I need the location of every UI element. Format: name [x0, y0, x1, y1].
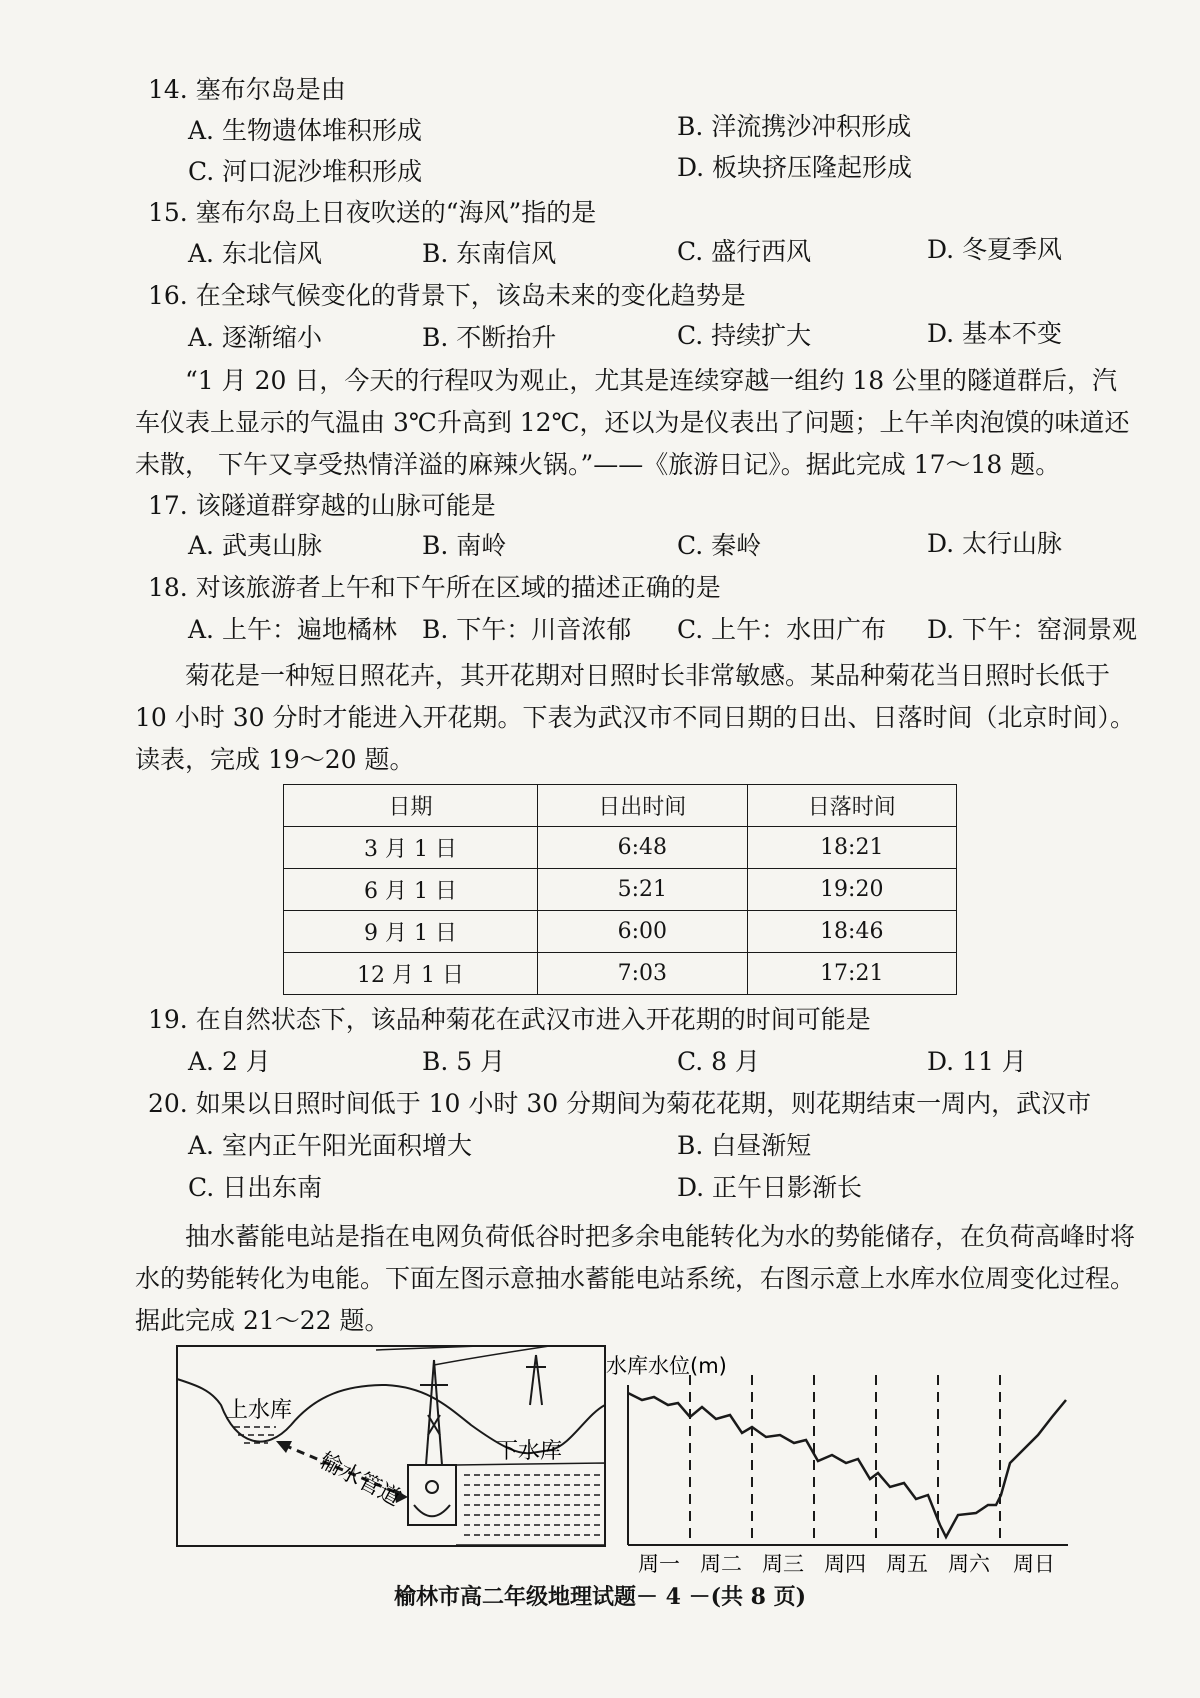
table-header-date: 日期	[284, 785, 538, 827]
lower-reservoir-label: 下水库	[496, 1439, 563, 1464]
table-cell-date: 9 月 1 日	[284, 911, 538, 953]
day-dividers	[690, 1375, 1000, 1545]
q16-option-c: C. 持续扩大	[677, 321, 812, 350]
q14-option-a: A. 生物遗体堆积形成	[188, 116, 422, 145]
table-cell-sunrise: 6:48	[538, 827, 747, 869]
q18-option-a: A. 上午：遍地橘林	[188, 615, 397, 644]
q20-option-c: C. 日出东南	[188, 1173, 323, 1202]
question-20-stem: 20. 如果以日照时间低于 10 小时 30 分期间为菊花花期，则花期结束一周内，武汉市	[148, 1089, 1092, 1118]
q16-option-b: B. 不断抬升	[422, 323, 557, 352]
sunrise-sunset-table	[283, 784, 957, 995]
q20-option-b: B. 白昼渐短	[677, 1131, 812, 1160]
q19-option-b: B. 5 月	[422, 1047, 506, 1076]
table-header-sunset: 日落时间	[747, 785, 956, 827]
passage-travel-diary: “1 月 20 日，今天的行程叹为观止，尤其是连续穿越一组约 18 公里的隧道群后，汽车仪表上显示的气温由 3℃升高到 12℃，还以为是仪表出了问题；上午羊肉泡馍的味道还未散， 下午又享受热情洋溢的麻辣火锅。”——《旅游日记》。据此完成 17～18 题。	[135, 366, 1130, 479]
q15-option-c: C. 盛行西风	[677, 237, 812, 266]
q17-option-a: A. 武夷山脉	[188, 531, 322, 560]
q18-option-d: D. 下午：窑洞景观	[927, 615, 1138, 644]
question-19-stem: 19. 在自然状态下，该品种菊花在武汉市进入开花期的时间可能是	[148, 1005, 871, 1034]
right-tower-icon	[526, 1355, 546, 1405]
question-15-stem: 15. 塞布尔岛上日夜吹送的“海风”指的是	[148, 198, 597, 227]
q16-option-a: A. 逐渐缩小	[188, 323, 322, 352]
table-cell-sunset: 17:21	[747, 953, 956, 995]
q15-option-a: A. 东北信风	[188, 239, 322, 268]
day-label: 周日	[1013, 1552, 1055, 1575]
q16-option-d: D. 基本不变	[927, 319, 1063, 348]
q19-option-d: D. 11 月	[927, 1047, 1027, 1076]
chart-ylabel: 水库水位(m)	[606, 1354, 727, 1378]
q14-option-d: D. 板块挤压隆起形成	[677, 153, 913, 182]
q14-option-c: C. 河口泥沙堆积形成	[188, 157, 423, 186]
table-cell-sunrise: 7:03	[538, 953, 747, 995]
q19-option-a: A. 2 月	[188, 1047, 271, 1076]
upper-reservoir-label: 上水库	[226, 1398, 293, 1423]
day-label: 周四	[824, 1552, 866, 1575]
day-label: 周一	[638, 1552, 680, 1575]
pipeline-label: 输水管道	[315, 1448, 405, 1512]
table-row	[284, 911, 957, 953]
table-row	[284, 827, 957, 869]
table-cell-sunrise: 5:21	[538, 869, 747, 911]
q19-option-c: C. 8 月	[677, 1047, 760, 1076]
lower-reservoir-water	[464, 1475, 601, 1535]
page-footer: 榆林市高二年级地理试题－ 4 －(共 8 页)	[393, 1584, 807, 1610]
q15-option-b: B. 东南信风	[422, 239, 557, 268]
question-14-stem: 14. 塞布尔岛是由	[148, 75, 346, 104]
q17-option-c: C. 秦岭	[677, 531, 762, 560]
table-cell-date: 3 月 1 日	[284, 827, 538, 869]
table-row	[284, 869, 957, 911]
table-row	[284, 953, 957, 995]
day-label: 周六	[948, 1552, 990, 1575]
table-cell-sunrise: 6:00	[538, 911, 747, 953]
q17-option-d: D. 太行山脉	[927, 529, 1063, 558]
q20-option-a: A. 室内正午阳光面积增大	[188, 1131, 472, 1160]
question-18-stem: 18. 对该旅游者上午和下午所在区域的描述正确的是	[148, 573, 721, 602]
day-label: 周二	[700, 1552, 742, 1575]
q17-option-b: B. 南岭	[422, 531, 507, 560]
passage-chrysanthemum: 菊花是一种短日照花卉，其开花期对日照时长非常敏感。某品种菊花当日照时长低于 10 小时 30 分时才能进入开花期。下表为武汉市不同日期的日出、日落时间（北京时间）。读表，完成 19～20 题。	[135, 661, 1135, 774]
water-level-chart	[606, 1345, 1076, 1575]
transmission-tower-icon	[420, 1360, 448, 1465]
table-header-sunrise: 日出时间	[538, 785, 747, 827]
pumped-storage-diagram	[176, 1345, 606, 1573]
q14-option-b: B. 洋流携沙冲积形成	[677, 112, 912, 141]
passage-pumped-storage: 抽水蓄能电站是指在电网负荷低谷时把多余电能转化为水的势能储存，在负荷高峰时将水的势能转化为电能。下面左图示意抽水蓄能电站系统，右图示意上水库水位周变化过程。据此完成 21～22 题。	[135, 1222, 1136, 1335]
table-cell-date: 12 月 1 日	[284, 953, 538, 995]
q20-option-d: D. 正午日影渐长	[677, 1173, 863, 1202]
question-16-stem: 16. 在全球气候变化的背景下，该岛未来的变化趋势是	[148, 281, 746, 310]
day-label: 周三	[762, 1552, 804, 1575]
table-cell-sunset: 19:20	[747, 869, 956, 911]
question-17-stem: 17. 该隧道群穿越的山脉可能是	[148, 491, 496, 520]
q15-option-d: D. 冬夏季风	[927, 235, 1063, 264]
table-cell-sunset: 18:21	[747, 827, 956, 869]
q18-option-c: C. 上午：水田广布	[677, 615, 887, 644]
table-header-row	[284, 785, 957, 827]
table-cell-date: 6 月 1 日	[284, 869, 538, 911]
day-label: 周五	[886, 1552, 928, 1575]
table-cell-sunset: 18:46	[747, 911, 956, 953]
q18-option-b: B. 下午：川音浓郁	[422, 615, 632, 644]
